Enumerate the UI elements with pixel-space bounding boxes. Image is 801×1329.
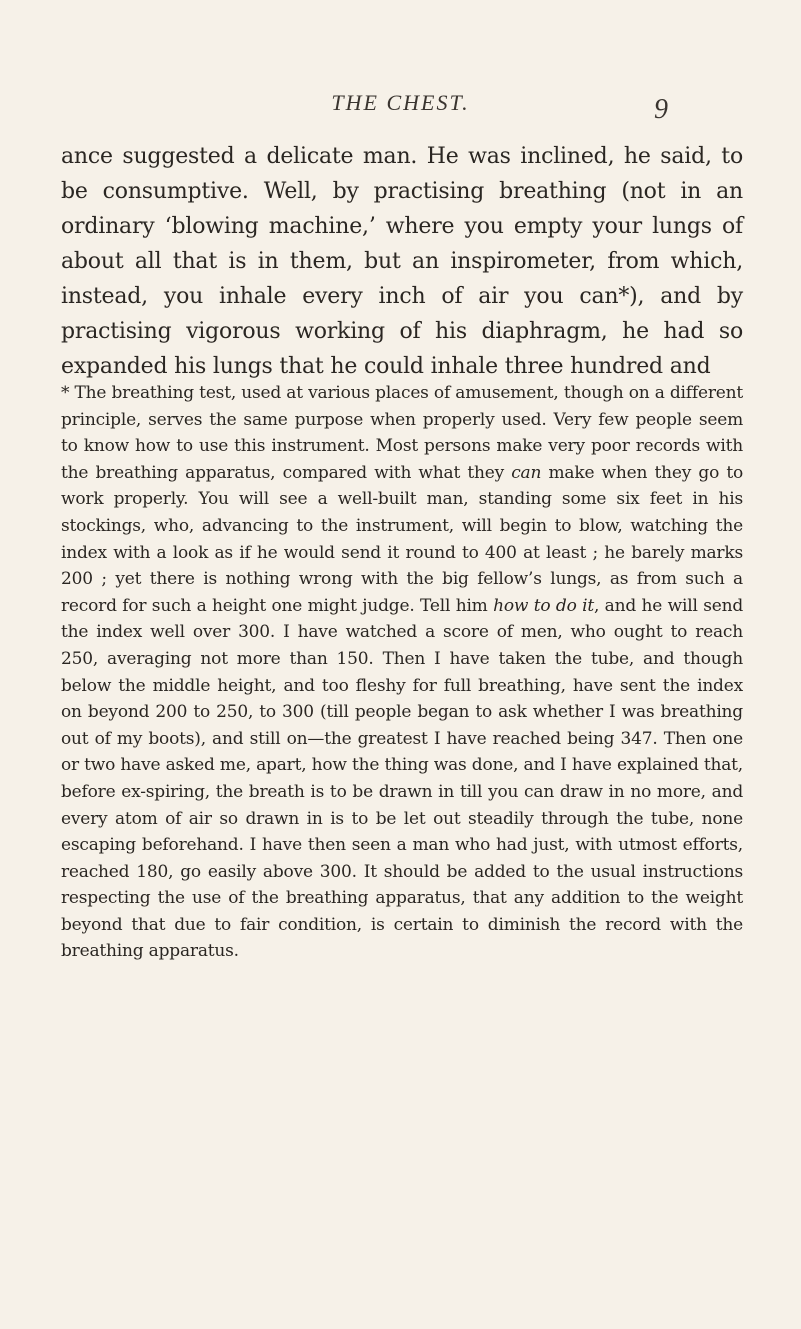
- page-number: 9: [654, 94, 668, 125]
- footnote-emphasis-can: can: [511, 462, 542, 483]
- footnote-text-1: * The breathing test, used at various places of amusement, though on a different principle, serves the same purpose when properly used. Very few people seem to know how to use this instrument. Most persons make very poor records with the breathing apparatus, compared with what they: [61, 383, 743, 483]
- footnote-emphasis-how-to: how to do it: [493, 595, 594, 616]
- footnote-text-2: make when they go to work properly. You will see a well-built man, standing some six feet in his stockings, who, advancing to the instrument, will begin to blow, watching the index with a look as if he would send it round to 400 at least ; he barely marks 200 ; yet there is nothing wrong with the big fellow’s lungs, as from such a record for such a height one might judge. Tell him: [61, 462, 744, 616]
- footnote: [61, 380, 743, 965]
- page-header: [0, 88, 801, 128]
- running-head: THE CHEST.: [331, 90, 470, 115]
- body-paragraph: ance suggested a delicate man. He was inclined, he said, to be consumptive. Well, by practising breathing (not in an ordinary ‘blowing machine,’ where you empty your lungs of about all that is in them, but an inspirometer, from which, instead, you inhale every inch of air you can*), and by practising vigorous working of his diaphragm, he had so expanded his lungs that he could inhale three hundred and: [61, 144, 743, 379]
- footnote-text-3: , and he will send the index well over 300. I have watched a score of men, who ought to reach 250, averaging not more than 150. Then I have taken the tube, and though below the middle height, and too fleshy for full breathing, have sent the index on beyond 200 to 250, to 300 (till people began to ask whether I was breathing out of my boots), and still on—the greatest I have reached being 347. Then one or two have asked me, apart, how the thing was done, and I have explained that, before ex-spiring, the breath is to be drawn in till you can draw in no more, and every atom of air so drawn in is to be let out steadily through the tube, none escaping beforehand. I have then seen a man who had just, with utmost efforts, reached 180, go easily above 300. It should be added to the usual instructions respecting the use of the breathing apparatus, that any addition to the weight beyond that due to fair condition, is certain to diminish the record with the breathing apparatus.: [61, 595, 744, 962]
